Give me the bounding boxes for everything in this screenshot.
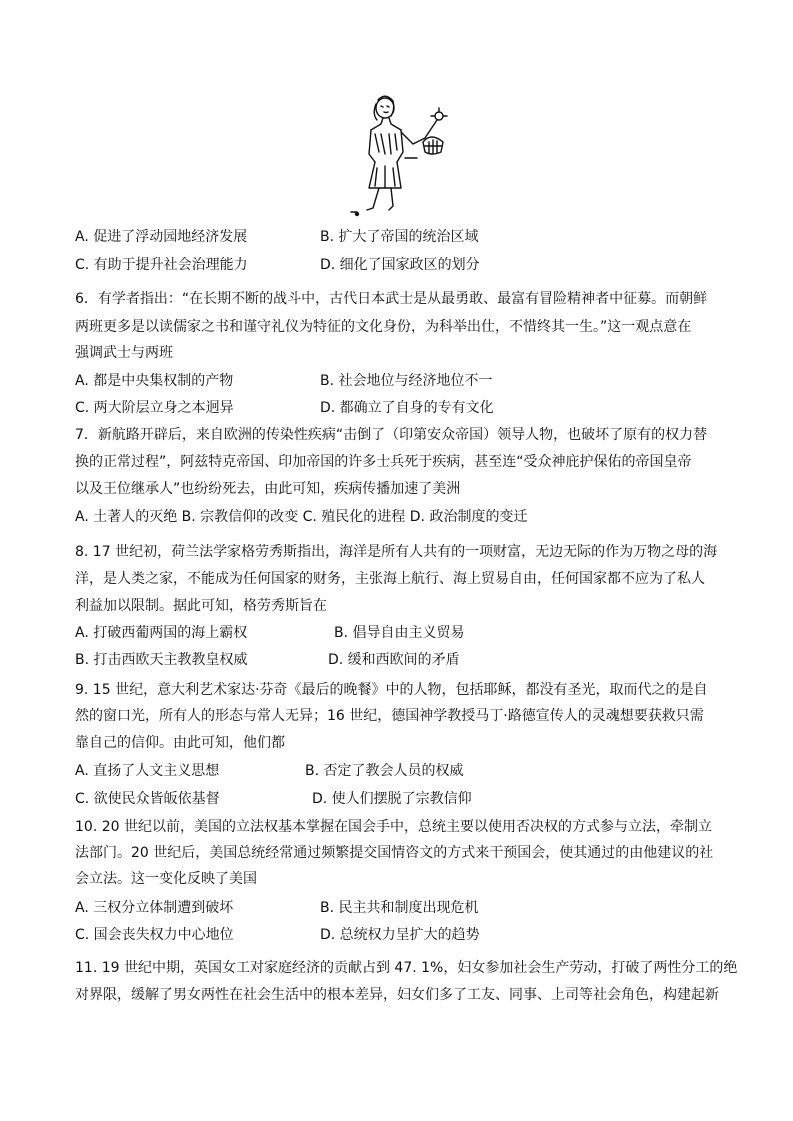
q6-line-1: 6．有学者指出：“在长期不断的战斗中，古代日本武士是从最勇敢、最富有冒险精神者中征募。而朝鲜 — [75, 291, 708, 307]
q6-option-a: A. 都是中央集权制的产物 — [75, 373, 234, 389]
q9-option-d: D. 使人们摆脱了宗教信仰 — [312, 791, 472, 807]
figure-woman-drawing — [345, 92, 455, 217]
figure-illustration — [345, 92, 455, 217]
q8-option-b: B. 倡导自由主义贸易 — [334, 625, 465, 641]
q11-line-2: 对界限，缓解了男女两性在社会生活中的根本差异，妇女们多了工友、同事、上司等社会角色，构建起新 — [75, 987, 719, 1003]
q9-line-1: 9. 15 世纪，意大利艺术家达·芬奇《最后的晚餐》中的人物，包括耶稣，都没有圣光，取而代之的是自 — [75, 682, 708, 698]
q5-option-a: A. 促进了浮动园地经济发展 — [75, 229, 248, 245]
q5-option-b: B. 扩大了帝国的统治区域 — [320, 229, 479, 245]
q9-line-2: 然的窗口光，所有人的形态与常人无异；16 世纪，德国神学教授马丁·路德宣传人的灵魂想要获救只需 — [75, 708, 704, 724]
q10-line-1: 10. 20 世纪以前，美国的立法权基本掌握在国会手中，总统主要以使用否决权的方式参与立法，牵制立 — [75, 819, 712, 835]
q9-option-c: C. 欲使民众皆皈依基督 — [75, 791, 220, 807]
q9-line-3: 靠自己的信仰。由此可知，他们都 — [75, 735, 285, 751]
q6-option-d: D. 都确立了自身的专有文化 — [320, 400, 494, 416]
q10-option-d: D. 总统权力呈扩大的趋势 — [320, 927, 480, 943]
q8-option-a: A. 打破西葡两国的海上霸权 — [75, 625, 248, 641]
q7-line-3: 以及王位继承人”也纷纷死去，由此可知，疾病传播加速了美洲 — [75, 481, 461, 497]
q6-option-c: C. 两大阶层立身之本迥异 — [75, 400, 234, 416]
q8-line-1: 8. 17 世纪初，荷兰法学家格劳秀斯指出，海洋是所有人共有的一项财富，无边无际的作为万物之母的海 — [75, 544, 718, 560]
q7-line-1: 7．新航路开辟后，来自欧洲的传染性疾病“击倒了（印第安众帝国）领导人物，也破坏了原有的权力替 — [75, 427, 708, 443]
q6-option-b: B. 社会地位与经济地位不一 — [320, 373, 493, 389]
q10-line-3: 会立法。这一变化反映了美国 — [75, 871, 257, 887]
q9-option-a: A. 直扬了人文主义思想 — [75, 763, 220, 779]
q5-option-d: D. 细化了国家政区的划分 — [320, 257, 480, 273]
q10-option-c: C. 国会丧失权力中心地位 — [75, 927, 234, 943]
q9-option-b: B. 否定了教会人员的权威 — [305, 763, 464, 779]
q11-line-1: 11. 19 世纪中期，英国女工对家庭经济的贡献占到 47. 1%，妇女参加社会生产劳动，打破了两性分工的绝 — [75, 960, 738, 976]
q7-line-2: 换的正常过程”，阿兹特克帝国、印加帝国的许多士兵死于疾病，甚至连“受众神庇护保佑的帝国皇帝 — [75, 454, 692, 470]
q8-option-d: D. 缓和西欧间的矛盾 — [328, 652, 460, 668]
q8-line-2: 洋，是人类之家，不能成为任何国家的财务，主张海上航行、海上贸易自由，任何国家都不应为了私人 — [75, 571, 705, 587]
q6-line-2: 两班更多是以读儒家之书和谨守礼仪为特征的文化身份，为科举出仕，不惜终其一生。”这一观点意在 — [75, 319, 692, 335]
q8-option-c: B. 打击西欧天主教教皇权威 — [75, 652, 248, 668]
q10-line-2: 法部门。20 世纪后，美国总统经常通过频繁提交国情咨文的方式来干预国会，使其通过的由他建议的社 — [75, 845, 714, 861]
q10-option-a: A. 三权分立体制遭到破坏 — [75, 900, 234, 916]
q5-option-c: C. 有助于提升社会治理能力 — [75, 257, 248, 273]
q6-line-3: 强调武士与两班 — [75, 345, 173, 361]
q8-line-3: 利益加以限制。据此可知，格劳秀斯旨在 — [75, 598, 327, 614]
q10-option-b: B. 民主共和制度出现危机 — [320, 900, 479, 916]
q7-options: A. 土著人的灭绝 B. 宗教信仰的改变 C. 殖民化的进程 D. 政治制度的变迁 — [75, 509, 528, 525]
